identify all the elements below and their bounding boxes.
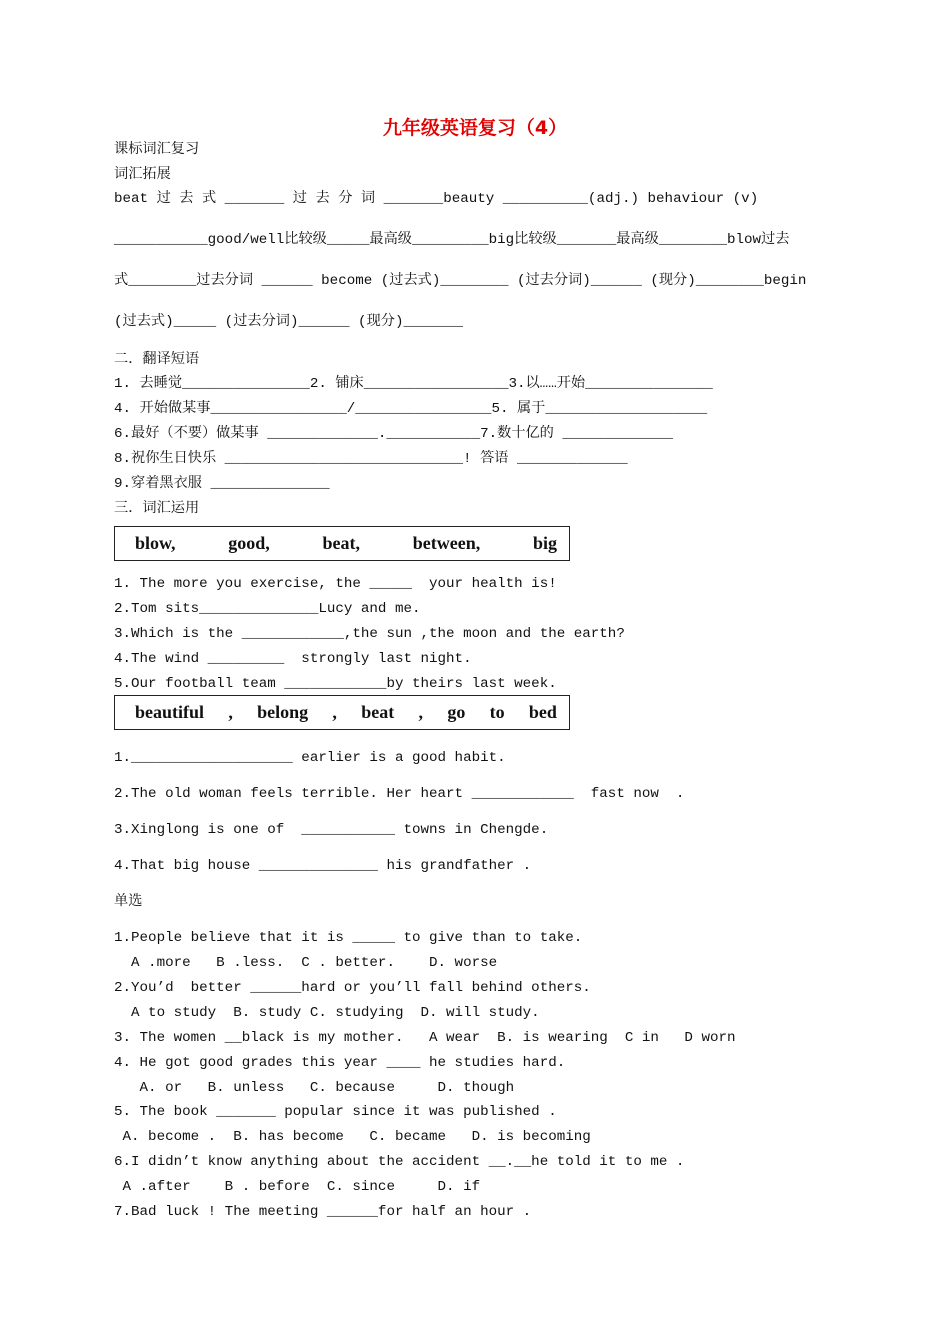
section-4-heading: 单选 xyxy=(114,893,143,909)
exercise-line: 2.Tom sits______________Lucy and me. xyxy=(114,601,421,617)
word-box-item: belong xyxy=(257,702,309,722)
mc-line: 2.You’d better ______hard or you’ll fall behind others. xyxy=(114,980,591,996)
word-box-item: big xyxy=(532,533,557,553)
phrase-line: 4. 开始做某事________________/________________5. 属于___________________ xyxy=(114,401,708,417)
word-box-item: between, xyxy=(412,533,481,553)
word-box-item: bed xyxy=(528,702,557,722)
word-box-item: go xyxy=(447,702,466,722)
word-box-1 xyxy=(114,526,570,561)
exercise-line: 2.The old woman feels terrible. Her heart ____________ fast now . xyxy=(114,786,685,802)
word-box-item: beautiful xyxy=(135,702,205,722)
mc-line: A. become . B. has become C. became D. is becoming xyxy=(114,1129,591,1145)
section-3-heading: 三．词汇运用 xyxy=(114,500,200,516)
word-box-item: , xyxy=(228,702,233,722)
expand-line: ___________good/well比较级_____最高级_________big比较级_______最高级________blow过去 xyxy=(114,232,790,248)
phrase-line: 9.穿着黑衣服 ______________ xyxy=(114,476,330,492)
mc-line: 6.I didn’t know anything about the accident __.__he told it to me . xyxy=(114,1154,685,1170)
exercise-line: 5.Our football team ____________by theirs last week. xyxy=(114,676,557,692)
page-title: 九年级英语复习（4） xyxy=(382,117,568,139)
exercise-line: 3.Xinglong is one of ___________ towns in Chengde. xyxy=(114,822,549,838)
section-2-heading: 二．翻译短语 xyxy=(114,351,200,367)
mc-line: A .more B .less. C . better. D. worse xyxy=(114,955,498,971)
expand-line: 式________过去分词 ______ become (过去式)________ (过去分词)______ (现分)________begin xyxy=(114,273,807,289)
mc-line: 1.People believe that it is _____ to give than to take. xyxy=(114,930,583,946)
mc-line: 7.Bad luck ! The meeting ______for half an hour . xyxy=(114,1204,532,1220)
mc-line: 5. The book _______ popular since it was published . xyxy=(114,1104,557,1120)
exercise-line: 4.That big house ______________ his grandfather . xyxy=(114,858,532,874)
phrase-line: 6.最好（不要）做某事 _____________.___________7.数十亿的 _____________ xyxy=(114,426,674,442)
mc-line: 3. The women __black is my mother. A wear B. is wearing C in D worn xyxy=(114,1030,736,1046)
word-box-item: beat, xyxy=(322,533,361,553)
mc-line: A. or B. unless C. because D. though xyxy=(114,1080,515,1096)
mc-line: A .after B . before C. since D. if xyxy=(114,1179,481,1195)
section-expand-heading: 词汇拓展 xyxy=(114,166,171,182)
phrase-line: 1. 去睡觉_______________2. 铺床_________________3.以……开始_______________ xyxy=(114,376,713,392)
expand-line: beat 过 去 式 _______ 过 去 分 词 _______beauty __________(adj.) behaviour (v) xyxy=(114,191,759,207)
exercise-line: 4.The wind _________ strongly last night. xyxy=(114,651,472,667)
mc-line: A to study B. study C. studying D. will study. xyxy=(114,1005,540,1021)
word-box-item: to xyxy=(489,702,505,722)
exercise-line: 3.Which is the ____________,the sun ,the moon and the earth? xyxy=(114,626,625,642)
word-box-item: , xyxy=(332,702,337,722)
expand-line: (过去式)_____ (过去分词)______ (现分)_______ xyxy=(114,314,464,330)
word-box-item: , xyxy=(418,702,424,722)
exercise-line: 1.___________________ earlier is a good habit. xyxy=(114,750,506,766)
word-box-item: blow, xyxy=(135,533,176,553)
word-box-item: good, xyxy=(228,533,270,553)
mc-line: 4. He got good grades this year ____ he studies hard. xyxy=(114,1055,566,1071)
word-box-2 xyxy=(114,695,570,730)
word-box-item: beat xyxy=(361,702,395,722)
exercise-line: 1. The more you exercise, the _____ your health is! xyxy=(114,576,557,592)
phrase-line: 8.祝你生日快乐 ____________________________! 答语 _____________ xyxy=(114,451,628,467)
section-vocab-heading: 课标词汇复习 xyxy=(114,141,200,157)
